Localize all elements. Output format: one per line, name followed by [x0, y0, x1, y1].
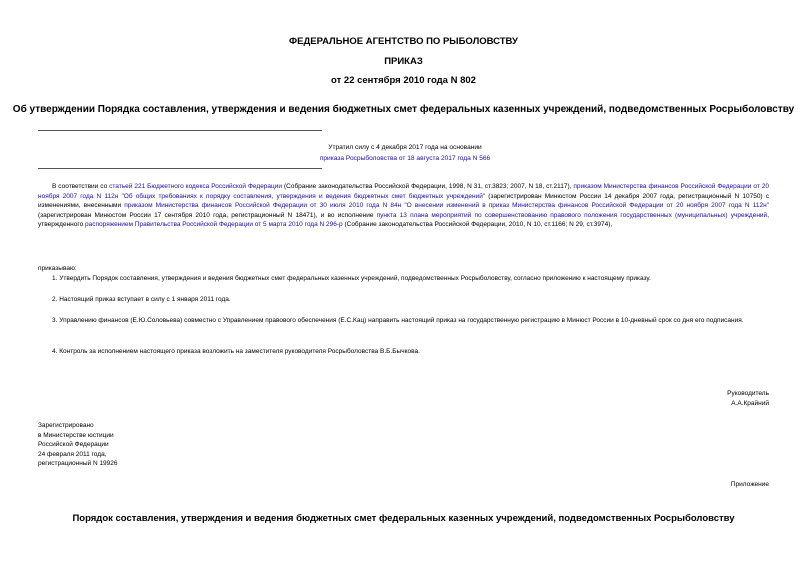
preamble-text-4: (зарегистрирован Минюстом России 17 сентября 2010 года, регистрационный N 18471), и во исполнение	[38, 211, 377, 219]
status-note-link[interactable]: приказа Росрыболовства от 18 августа 2017 года N 566	[319, 155, 491, 162]
preamble-text-5: , утвержденного	[38, 211, 769, 229]
status-note-text: Утратил силу с 4 декабря 2017 года на основании	[328, 144, 482, 151]
order-item-1: 1. Утвердить Порядок составления, утверждения и ведения бюджетных смет федеральных казенных учреждений, подведомственных Росрыболовству, согласно приложению к настоящему приказу.	[52, 275, 651, 282]
signature-name: А.А.Крайний	[731, 399, 769, 407]
registration-line: Зарегистрировано	[38, 422, 94, 429]
divider-bottom	[38, 168, 322, 169]
order-item-2: 2. Настоящий приказ вступает в силу с 1 января 2011 года.	[52, 296, 231, 303]
signature-block	[727, 389, 769, 408]
order-word: приказываю:	[38, 265, 77, 272]
doc-date-number: от 22 сентября 2010 года N 802	[331, 75, 476, 86]
doc-title: Об утверждении Порядка составления, утверждения и ведения бюджетных смет федеральных казенных учреждений, подведомственных Росрыболовству	[12, 104, 795, 115]
link-order-84n[interactable]: приказом Министерства финансов Российской Федерации от 30 июля 2010 года N 84н "О внесении изменений в приказ Министерства финансов Российской Федерации от 20 ноября 2007 года N 112н"	[124, 202, 769, 210]
registration-line: регистрационный N 19926	[38, 460, 118, 468]
doc-type: ПРИКАЗ	[384, 56, 423, 67]
preamble-text-6: (Собрание законодательства Российской Федерации, 2010, N 10, ст.1166; N 29, ст.3974),	[342, 221, 613, 229]
link-decree-296r[interactable]: распоряжением Правительства Российской Федерации от 5 марта 2010 года N 296-р	[85, 221, 343, 229]
registration-line: 24 февраля 2011 года,	[38, 450, 107, 458]
status-note	[310, 142, 500, 164]
preamble-text-2: (Собрание законодательства Российской Федерации, 1998, N 31, ст.3823; 2007, N 18, ст.2117),	[282, 183, 574, 190]
appendix-title: Порядок составления, утверждения и ведения бюджетных смет федеральных казенных учреждений, подведомственных Росрыболовству	[72, 513, 735, 524]
preamble-text-3: (зарегистрирован Минюстом России 14 декабря 2007 года, регистрационный N 10750) с изменениями, внесенными	[38, 192, 769, 210]
link-budget-code[interactable]: статьей 221 Бюджетного кодекса Российской Федерации	[109, 183, 283, 190]
preamble-text-1: В соответствии со	[52, 183, 110, 190]
link-order-112n[interactable]: приказом Министерства финансов Российской Федерации от 20 ноября 2007 года N 112н "Об общих требованиях к порядку составления, утверждения и ведения бюджетных смет бюджетных учреждений"	[38, 183, 769, 200]
link-plan-item-13[interactable]: пункта 13 плана мероприятий по совершенствованию правового положения государственных (муниципальных) учреждений	[376, 211, 768, 219]
registration-block	[38, 421, 118, 469]
order-item-3: 3. Управлению финансов (Е.Ю.Соловьева) совместно с Управлением правового обеспечения (Е.С.Кац) направить настоящий приказ на государственную регистрацию в Минюст России в 10-дневный срок со дня его подписания.	[52, 317, 744, 324]
signature-position: Руководитель	[727, 390, 769, 397]
preamble-paragraph	[38, 182, 769, 230]
order-item-4: 4. Контроль за исполнением настоящего приказа возложить на заместителя руководителя Росрыболовства В.Б.Бычкова.	[52, 348, 420, 355]
appendix-label: Приложение	[730, 481, 769, 488]
agency-name: ФЕДЕРАЛЬНОЕ АГЕНТСТВО ПО РЫБОЛОВСТВУ	[289, 36, 518, 47]
registration-line: в Министерстве юстиции	[38, 431, 114, 439]
registration-line: Российской Федерации	[38, 441, 109, 449]
divider-top	[38, 130, 322, 131]
